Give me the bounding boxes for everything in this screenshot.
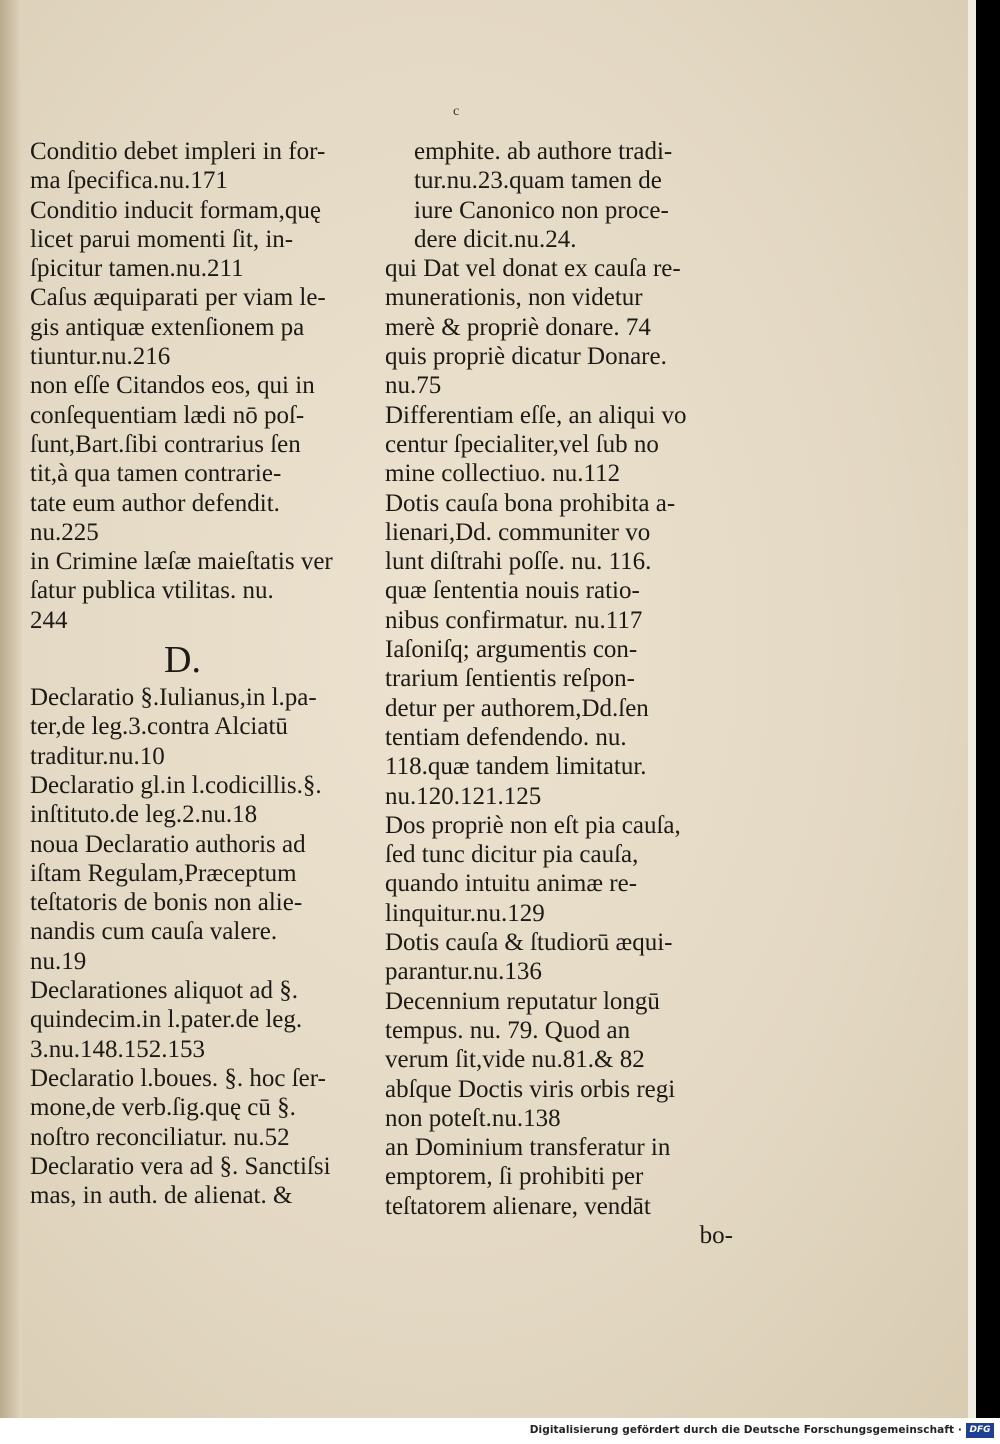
entry-line: tentiam defendendo. nu. (385, 723, 627, 751)
entry-line: Declarationes aliquot ad §. (30, 977, 298, 1005)
entry-line: mas, in auth. de alienat. & (30, 1182, 293, 1210)
index-entry (385, 489, 733, 811)
entry-line: nu.75 (385, 372, 442, 400)
entry-line: nandis cum cauſa valere. (30, 918, 278, 946)
entry-line: trarium ſentientis reſpon- (385, 665, 635, 693)
entry-line: lunt diſtrahi poſſe. nu. 116. (385, 548, 652, 576)
entry-line: Iaſoniſq; argumentis con- (385, 636, 638, 664)
entry-line: teſtatorem alienare, vendāt (385, 1192, 651, 1220)
entry-line: ma ſpecifica.nu.171 (30, 167, 228, 195)
entry-line: tit,à qua tamen contrarie- (30, 460, 282, 488)
entry-line: an Dominium transferatur in (385, 1134, 671, 1162)
entry-line: Declaratio vera ad §. Sanctiſsi (30, 1152, 331, 1180)
entry-line: emptorem, ſi prohibiti per (385, 1163, 644, 1191)
entry-line: noua Declaratio authoris ad (30, 830, 306, 858)
page-edge (968, 0, 976, 1418)
entry-line: quæ ſententia nouis ratio- (385, 577, 640, 605)
index-entry (30, 283, 375, 371)
entry-line: in Crimine læſæ maieſtatis ver (30, 548, 333, 576)
entry-line: lienari,Dd. communiter vo (385, 518, 651, 546)
entry-line: inſtituto.de leg.2.nu.18 (30, 801, 258, 829)
entry-line: nu.120.121.125 (385, 782, 542, 810)
index-entry (385, 401, 733, 489)
entry-line: Declaratio §.Iulianus,in l.pa- (30, 684, 317, 712)
entry-line: Dotis cauſa & ſtudiorū æqui- (385, 929, 673, 957)
entry-line: conſequentiam lædi nō poſ- (30, 401, 305, 429)
entry-line: tiuntur.nu.216 (30, 343, 171, 371)
entry-line: dere dicit.nu.24. (414, 225, 577, 253)
entry-line: Dotis cauſa bona prohibita a- (385, 489, 676, 517)
index-entry (30, 771, 375, 830)
entry-line: 244 (30, 606, 68, 634)
index-entry (385, 137, 733, 254)
left-entries-after-section (30, 683, 375, 1210)
entry-line: ter,de leg.3.contra Alciatū (30, 713, 288, 741)
index-entry (30, 1064, 375, 1152)
entry-line: qui Dat vel donat ex cauſa re- (385, 255, 681, 283)
page-signature-mark: c (453, 104, 460, 119)
entry-line: linquitur.nu.129 (385, 899, 545, 927)
index-entry (385, 254, 733, 342)
entry-line: mine collectiuo. nu.112 (385, 460, 621, 488)
entry-line: ſatur publica vtilitas. nu. (30, 577, 274, 605)
funding-credit: Digitalisierung gefördert durch die Deutsche Forschungsgemeinschaft · (529, 1424, 962, 1436)
footer-bar (0, 1418, 1000, 1444)
entry-line: mone,de verb.ſig.quę cū §. (30, 1094, 296, 1122)
entry-line: Declaratio l.boues. §. hoc ſer- (30, 1064, 326, 1092)
entry-line: licet parui momenti ſit, in- (30, 225, 294, 253)
entry-line: ſed tunc dicitur pia cauſa, (385, 841, 639, 869)
entry-line: Dos propriè non eſt pia cauſa, (385, 811, 681, 839)
entry-line: verum ſit,vide nu.81.& 82 (385, 1046, 645, 1074)
entry-line: gis antiquæ extenſionem pa (30, 313, 305, 341)
index-entry (385, 987, 733, 1075)
catchword: bo- (699, 1221, 733, 1249)
index-entry (385, 1133, 733, 1221)
entry-line: tempus. nu. 79. Quod an (385, 1016, 631, 1044)
entry-line: tur.nu.23.quam tamen de (414, 167, 662, 195)
page-spine-shadow (0, 0, 22, 1418)
entry-line: nibus confirmatur. nu.117 (385, 606, 643, 634)
entry-line: nu.19 (30, 947, 87, 975)
index-entry (30, 137, 375, 196)
index-entry (30, 547, 375, 635)
entry-line: centur ſpecialiter,vel ſub no (385, 430, 659, 458)
entry-line: parantur.nu.136 (385, 958, 542, 986)
entry-line: ſpicitur tamen.nu.211 (30, 255, 244, 283)
entry-line: abſque Doctis viris orbis regi (385, 1075, 676, 1103)
entry-line: iure Canonico non proce- (414, 196, 669, 224)
entry-line: Caſus æquiparati per viam le- (30, 284, 326, 312)
entry-line: ſunt,Bart.ſibi contrarius ſen (30, 430, 301, 458)
entry-line: teſtatoris de bonis non alie- (30, 889, 303, 917)
entry-line: quando intuitu animæ re- (385, 870, 638, 898)
index-entry (385, 928, 733, 987)
entry-line: emphite. ab authore tradi- (414, 138, 673, 165)
entry-line: quis propriè dicatur Donare. (385, 343, 667, 371)
entry-line: Conditio debet impleri in for- (30, 138, 326, 165)
entry-line: non poteſt.nu.138 (385, 1104, 561, 1132)
left-column (30, 137, 375, 1210)
entry-line: Decennium reputatur longū (385, 987, 660, 1015)
index-entry (30, 830, 375, 976)
dfg-logo: DFG (966, 1423, 994, 1438)
entry-line: nu.225 (30, 518, 99, 546)
entry-line: tate eum author defendit. (30, 489, 280, 517)
index-entry (385, 342, 733, 401)
right-column (385, 137, 733, 1250)
index-entry (30, 371, 375, 547)
left-entries-before-section (30, 137, 375, 635)
index-entry (30, 196, 375, 284)
entry-line: merè & propriè donare. 74 (385, 313, 651, 341)
section-letter-heading: D. (164, 639, 201, 682)
index-entry (30, 1152, 375, 1211)
entry-line: 3.nu.148.152.153 (30, 1035, 205, 1063)
entry-line: iſtam Regulam,Præceptum (30, 859, 297, 887)
entry-line: non eſſe Citandos eos, qui in (30, 372, 315, 400)
index-entry (385, 1075, 733, 1134)
index-entry (30, 683, 375, 771)
entry-line: traditur.nu.10 (30, 742, 165, 770)
index-entry (30, 976, 375, 1064)
entry-line: noſtro reconciliatur. nu.52 (30, 1123, 290, 1151)
entry-line: 118.quæ tandem limitatur. (385, 753, 647, 781)
entry-line: Declaratio gl.in l.codicillis.§. (30, 771, 322, 799)
entry-line: Conditio inducit formam,quę (30, 196, 321, 224)
entry-line: munerationis, non videtur (385, 284, 643, 312)
entry-line: detur per authorem,Dd.ſen (385, 694, 649, 722)
entry-line: Differentiam eſſe, an aliqui vo (385, 401, 687, 429)
entry-line: quindecim.in l.pater.de leg. (30, 1006, 303, 1034)
index-entry (385, 811, 733, 928)
right-entries (385, 137, 733, 1221)
